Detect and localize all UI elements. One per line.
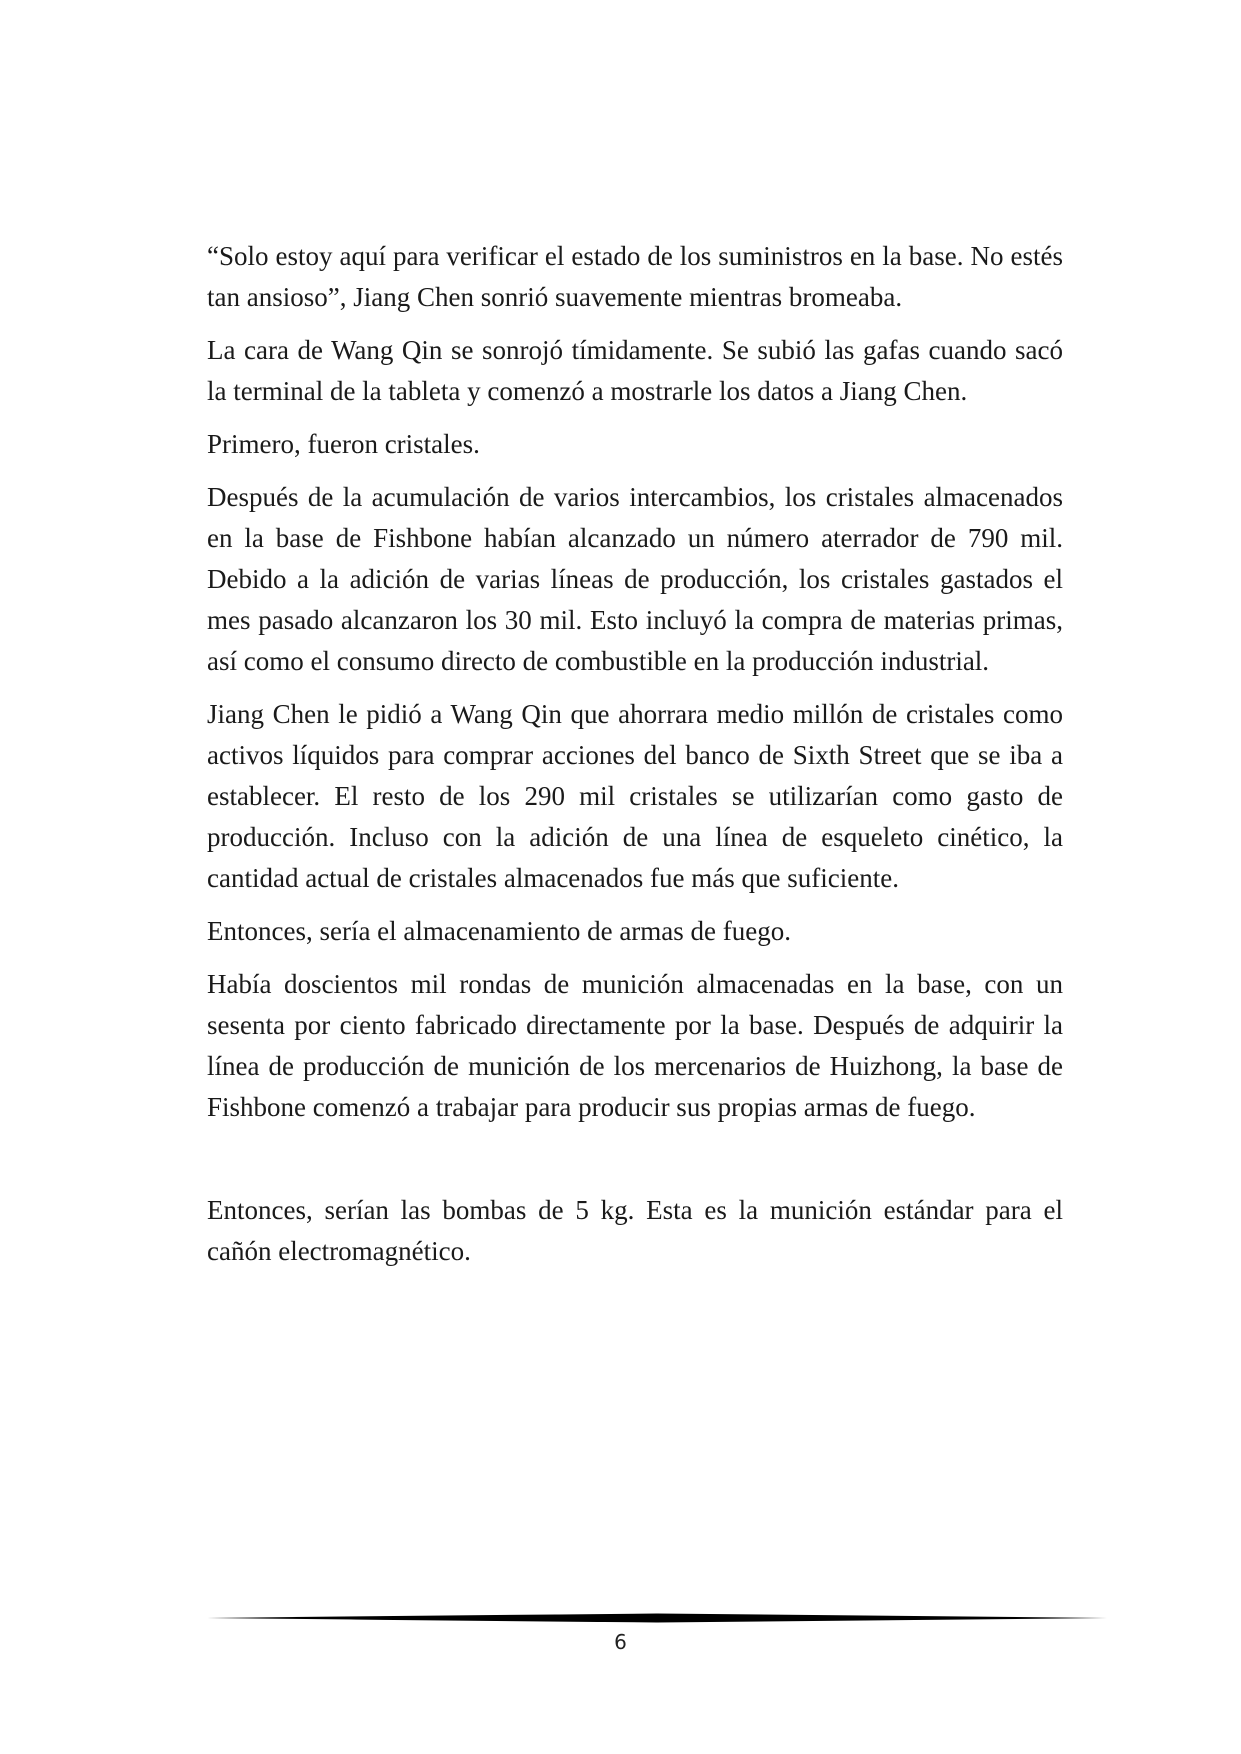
paragraph-1: “Solo estoy aquí para verificar el estado de los suministros en la base. No estés tan ansioso”, Jiang Chen sonrió suavemente mientras bromeaba. <box>207 241 1063 312</box>
paragraph-7: Había doscientos mil rondas de munición almacenadas en la base, con un sesenta por ciento fabricado directamente por la base. Después de adquirir la línea de producción de munición de los mercenarios de Huizhong, la base de Fishbone comenzó a trabajar para producir sus propias armas de fuego. <box>207 969 1063 1122</box>
paragraph-6: Entonces, sería el almacenamiento de armas de fuego. <box>207 916 791 946</box>
page-number: 6 <box>614 1630 627 1654</box>
paragraph-3: Primero, fueron cristales. <box>207 429 480 459</box>
paragraph-4: Después de la acumulación de varios intercambios, los cristales almacenados en la base de Fishbone habían alcanzado un número aterrador de 790 mil. Debido a la adición de varias líneas de producción, los cristales gastados el mes pasado alcanzaron los 30 mil. Esto incluyó la compra de materias primas, así como el consumo directo de combustible en la producción industrial. <box>207 482 1063 676</box>
page-body <box>207 236 1063 1284</box>
paragraph-8: Entonces, serían las bombas de 5 kg. Esta es la munición estándar para el cañón electromagnético. <box>207 1195 1063 1266</box>
footer-divider <box>207 1612 1107 1624</box>
paragraph-5: Jiang Chen le pidió a Wang Qin que ahorrara medio millón de cristales como activos líquidos para comprar acciones del banco de Sixth Street que se iba a establecer. El resto de los 290 mil cristales se utilizarían como gasto de producción. Incluso con la adición de una línea de esqueleto cinético, la cantidad actual de cristales almacenados fue más que suficiente. <box>207 699 1063 893</box>
paragraph-2: La cara de Wang Qin se sonrojó tímidamente. Se subió las gafas cuando sacó la terminal de la tableta y comenzó a mostrarle los datos a Jiang Chen. <box>207 335 1063 406</box>
